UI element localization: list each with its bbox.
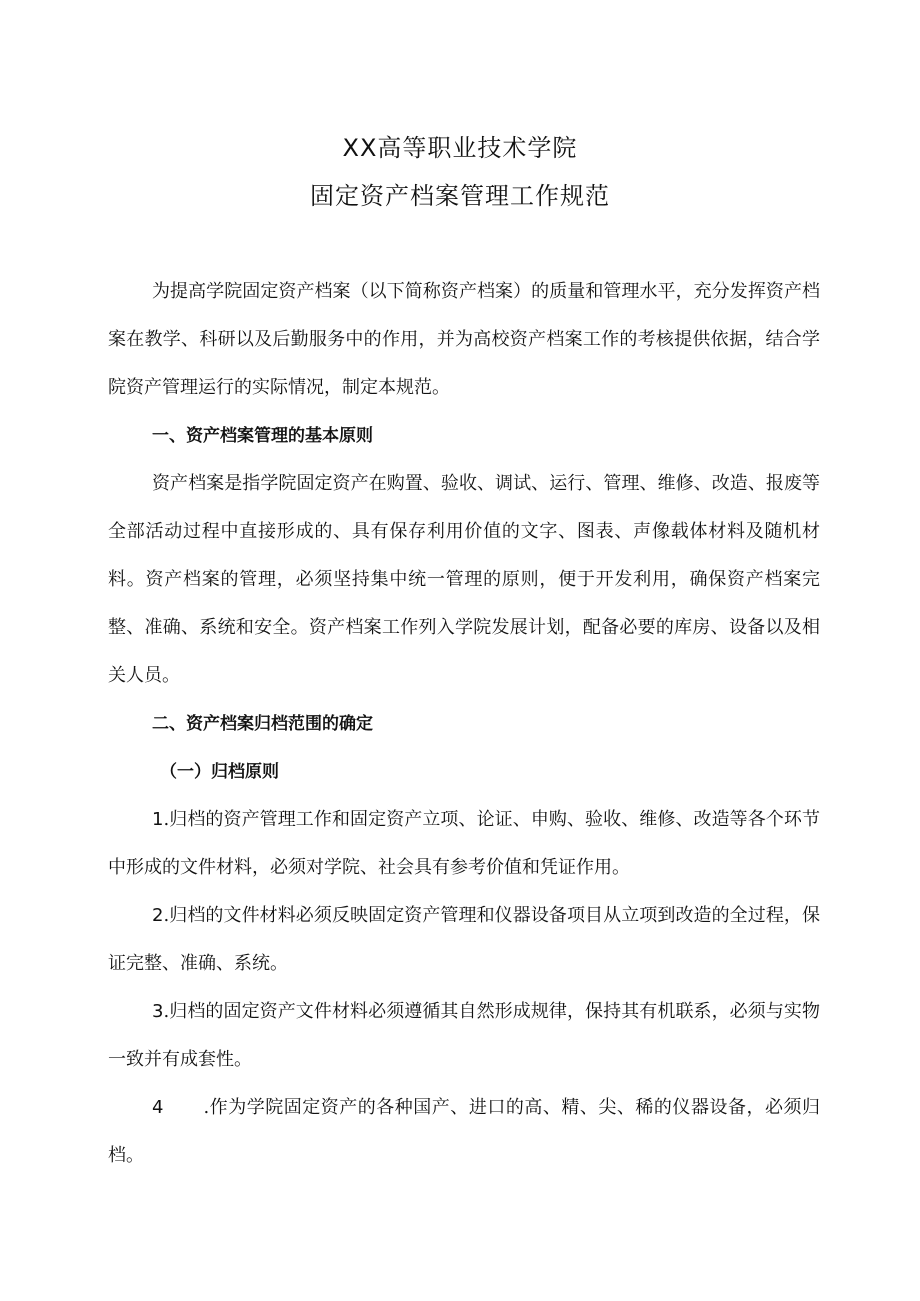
list-item-number: 4 <box>152 1097 164 1118</box>
list-item-text: .作为学院固定资产的各种国产、进口的高、精、尖、稀的仪器设备，必须归档。 <box>108 1097 820 1166</box>
list-item-4 <box>108 1084 820 1180</box>
list-item-1 <box>108 796 820 892</box>
list-item-3 <box>108 988 820 1084</box>
document-title-line2: 固定资产档案管理工作规范 <box>310 182 610 210</box>
document-title-line1: XX高等职业技术学院 <box>342 134 578 162</box>
intro-paragraph: 为提高学院固定资产档案（以下简称资产档案）的质量和管理水平，充分发挥资产档案在教学、科研以及后勤服务中的作用，并为高校资产档案工作的考核提供依据，结合学院资产管理运行的实际情况，制定本规范。 <box>108 281 820 398</box>
section-2-heading: 二、资产档案归档范围的确定 <box>152 714 373 734</box>
list-item-text: .归档的资产管理工作和固定资产立项、论证、申购、验收、维修、改造等各个环节中形成的文件材料，必须对学院、社会具有参考价值和凭证作用。 <box>108 809 820 878</box>
list-item-number: 2 <box>152 905 164 926</box>
list-item-text: .归档的固定资产文件材料必须遵循其自然形成规律，保持其有机联系，必须与实物一致并有成套性。 <box>108 1001 820 1070</box>
list-item-number: 1 <box>152 809 164 830</box>
list-item-2 <box>108 892 820 988</box>
section-1-paragraph: 资产档案是指学院固定资产在购置、验收、调试、运行、管理、维修、改造、报废等全部活动过程中直接形成的、具有保存利用价值的文字、图表、声像载体材料及随机材料。资产档案的管理，必须坚持集中统一管理的原则，便于开发利用，确保资产档案完整、准确、系统和安全。资产档案工作列入学院发展计划，配备必要的库房、设备以及相关人员。 <box>108 473 820 686</box>
section-2-subheading: （一）归档原则 <box>160 762 279 782</box>
section-1-heading: 一、资产档案管理的基本原则 <box>152 426 373 446</box>
list-item-number: 3 <box>152 1001 164 1022</box>
list-item-text: .归档的文件材料必须反映固定资产管理和仪器设备项目从立项到改造的全过程，保证完整、准确、系统。 <box>108 905 820 974</box>
document-body <box>108 268 820 1180</box>
